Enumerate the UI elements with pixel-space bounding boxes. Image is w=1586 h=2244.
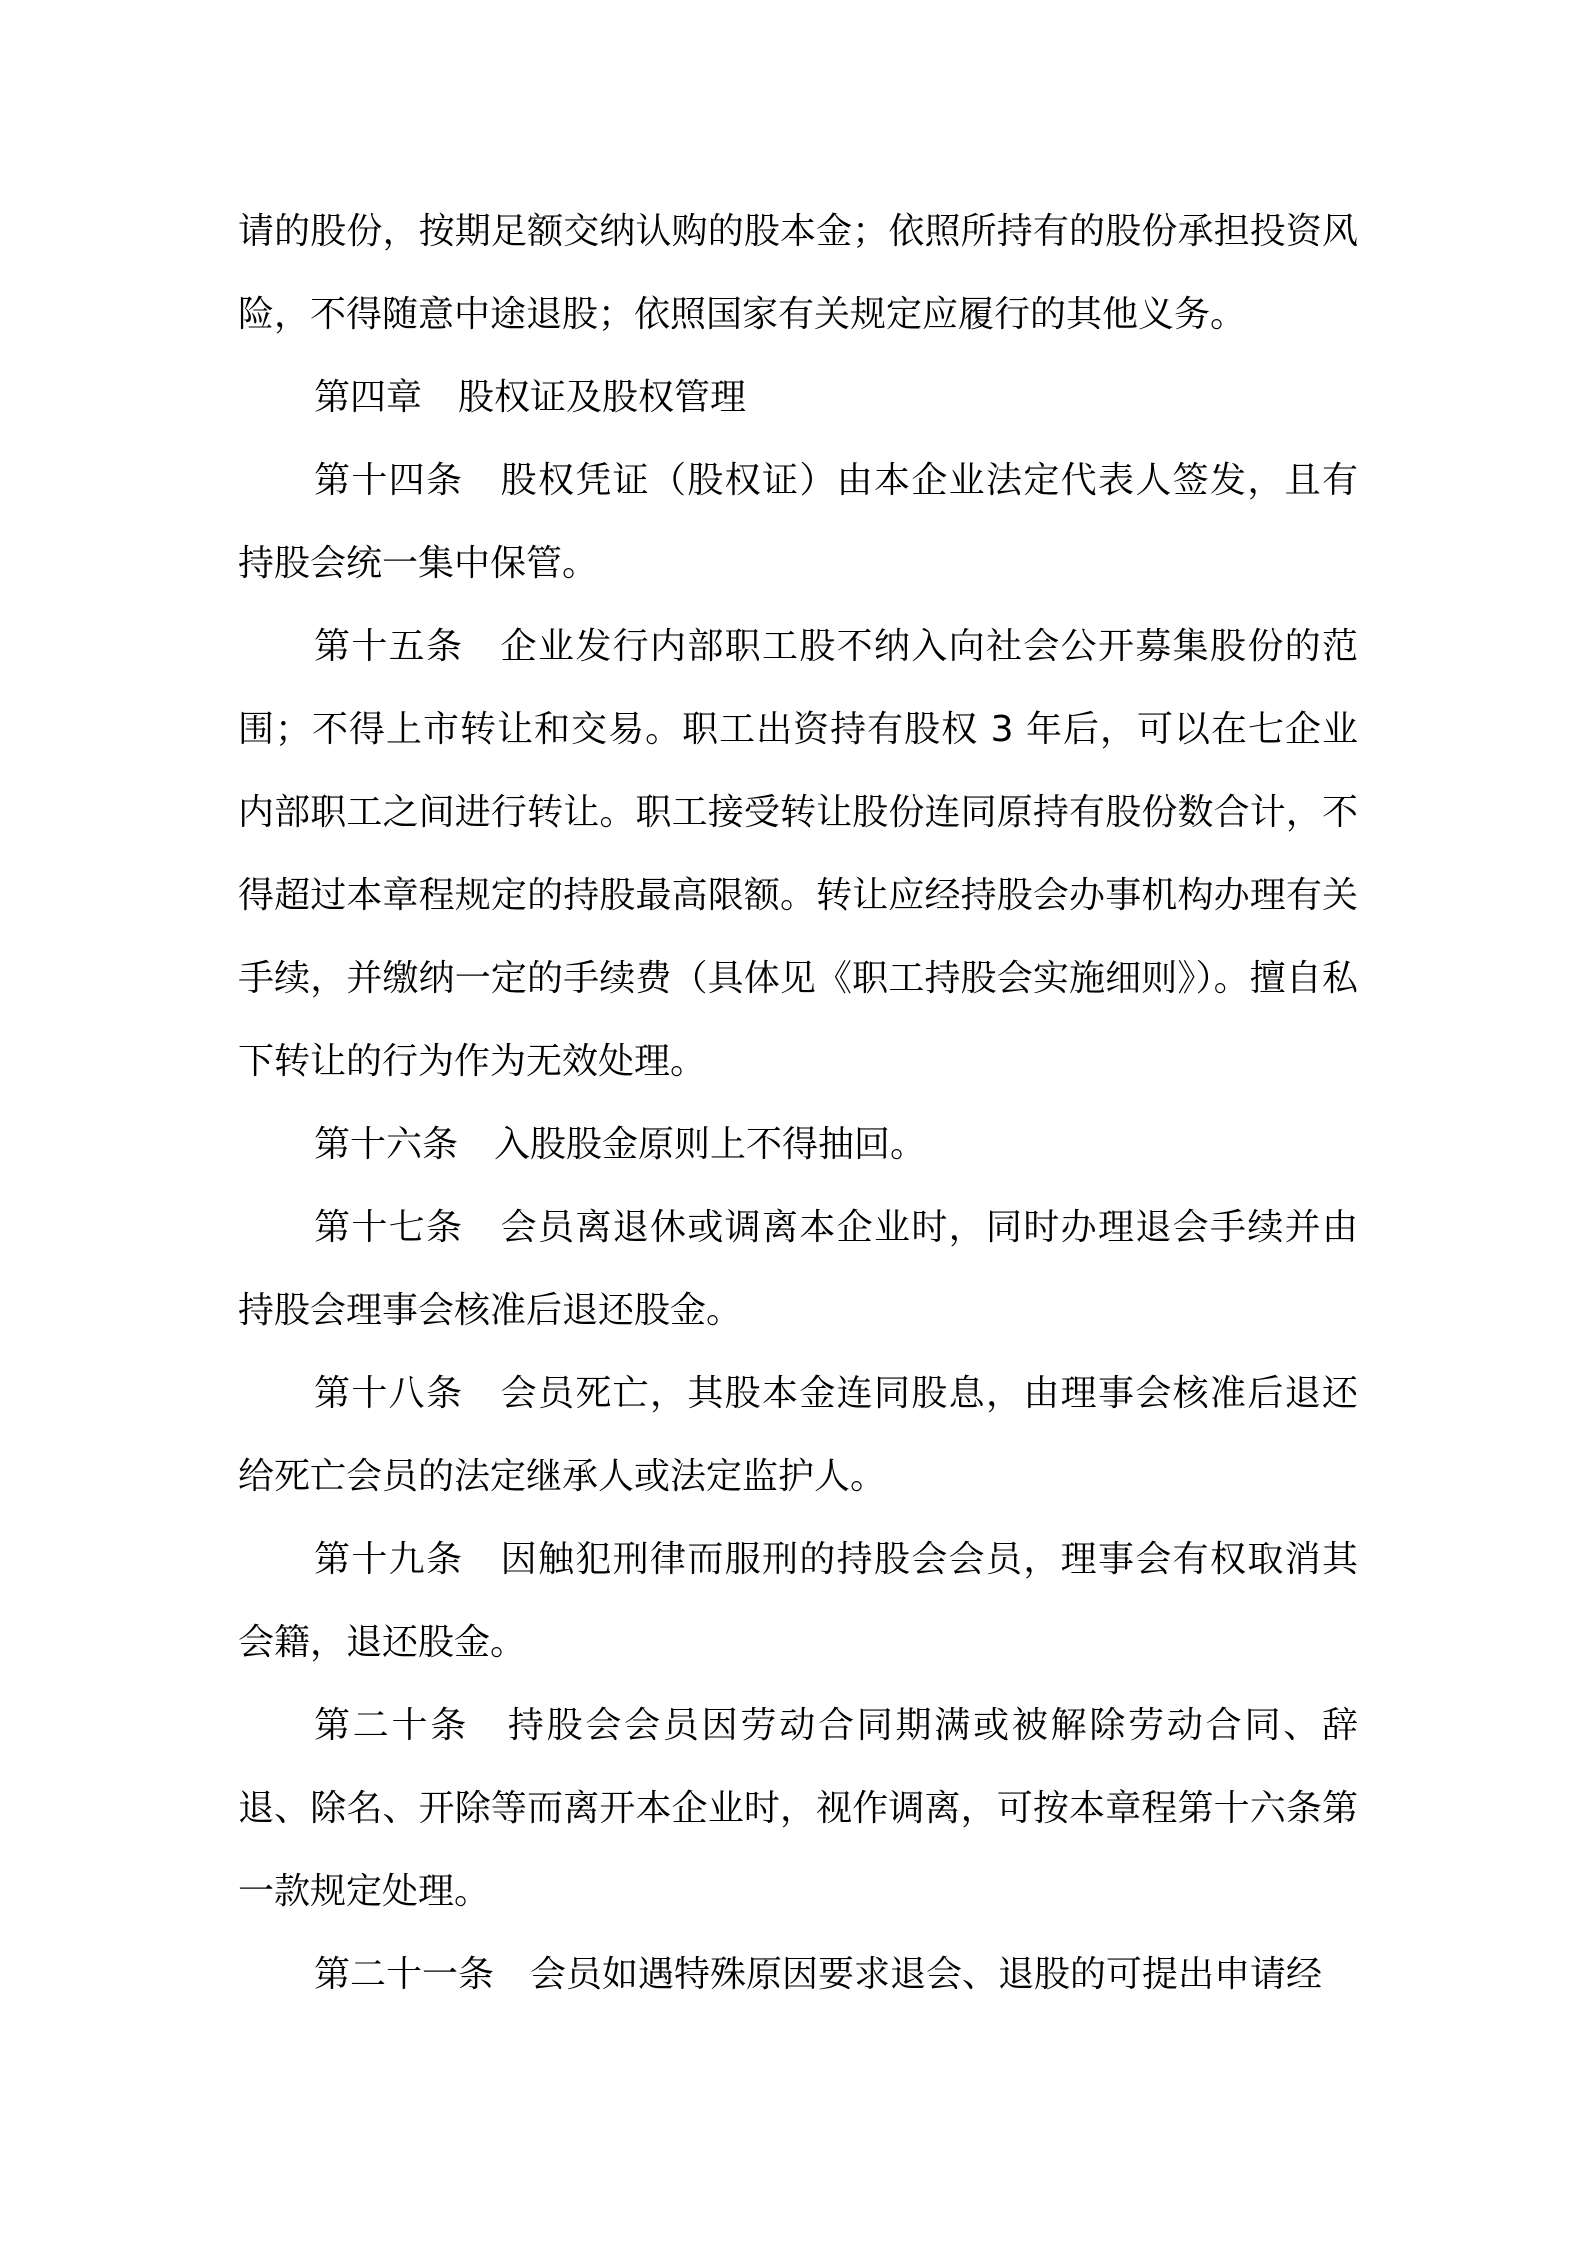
article-number: 第十六条 [314,1124,459,1165]
article-text: 股权凭证（股权证）由本企业法定代表人签发，且有持股会统一集中保管。 [238,460,1358,584]
paragraph-text: 请的股份，按期足额交纳认购的股本金；依照所持有的股份承担投资风险，不得随意中途退股；依照国家有关规定应履行的其他义务。 [238,211,1358,335]
article-17 [238,1186,1358,1352]
article-number: 第十九条 [314,1539,464,1580]
paragraph-continuation [238,190,1358,356]
article-number: 第二十条 [314,1705,470,1746]
article-text: 因触犯刑律而服刑的持股会会员，理事会有权取消其会籍，退还股金。 [238,1539,1358,1663]
article-number: 第二十一条 [314,1954,495,1995]
article-14 [238,439,1358,605]
article-text: 持股会会员因劳动合同期满或被解除劳动合同、辞退、除名、开除等而离开本企业时，视作调离，可按本章程第十六条第一款规定处理。 [238,1705,1358,1912]
article-number: 第十五条 [314,626,464,667]
article-number: 第十七条 [314,1207,464,1248]
article-text: 会员如遇特殊原因要求退会、退股的可提出申请经 [530,1954,1323,1995]
article-text: 会员离退休或调离本企业时，同时办理退会手续并由持股会理事会核准后退还股金。 [238,1207,1358,1331]
article-21 [238,1933,1358,2016]
article-number: 第十八条 [314,1373,464,1414]
article-15 [238,605,1358,1103]
document-body [238,190,1358,2016]
article-text: 入股股金原则上不得抽回。 [494,1124,927,1165]
article-16 [238,1103,1358,1186]
chapter-title: 股权证及股权管理 [458,377,747,418]
article-text: 企业发行内部职工股不纳入向社会公开募集股份的范围；不得上市转让和交易。职工出资持有股权 3 年后，可以在七企业内部职工之间进行转让。职工接受转让股份连同原持有股份数合计，不得超过本章程规定的持股最高限额。转让应经持股会办事机构办理有关手续，并缴纳一定的手续费（具体见《职工持股会实施细则》）。擅自私下转让的行为作为无效处理。 [238,626,1358,1082]
article-number: 第十四条 [314,460,464,501]
chapter-heading [238,356,1358,439]
article-19 [238,1518,1358,1684]
article-20 [238,1684,1358,1933]
article-18 [238,1352,1358,1518]
chapter-number: 第四章 [314,377,423,418]
article-text: 会员死亡，其股本金连同股息，由理事会核准后退还给死亡会员的法定继承人或法定监护人。 [238,1373,1358,1497]
